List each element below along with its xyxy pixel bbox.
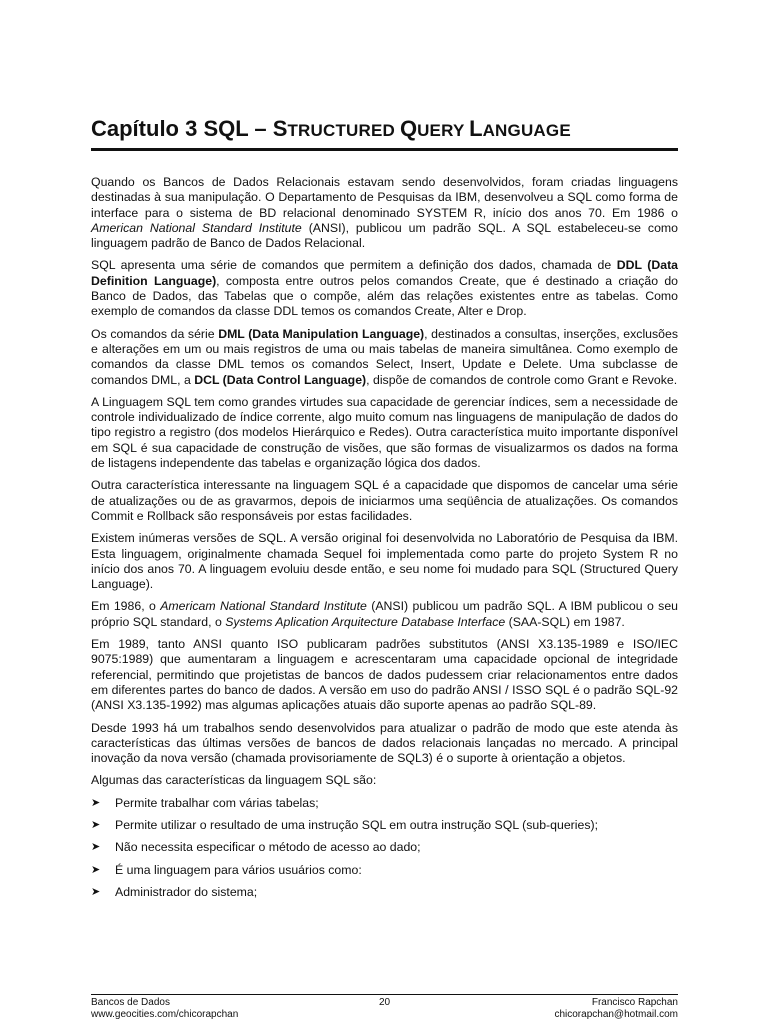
arrow-bullet-icon: ➤ [91, 818, 101, 831]
paragraph-5: Outra característica interessante na linguagem SQL é a capacidade que dispomos de cancelar uma série de atualizações ou de as gravarmos, depois de iniciarmos uma seqüência de atualizações. Os comandos Commit e Rollback são responsáveis por estas facilidades. [91, 478, 678, 523]
p7-text-b: (ANSI) publicou um padrão SQL. A IBM publicou o seu próprio SQL standard, o [91, 599, 679, 629]
paragraph-6: Existem inúmeras versões de SQL. A versão original foi desenvolvida no Laboratório de Pesquisa da IBM. Esta linguagem, originalmente chamada Sequel foi implementada como parte do projeto System R no início dos anos 70. A linguagem evoluiu desde então, e seu nome foi mudado para SQL (Structured Query Language). [91, 531, 678, 592]
p1-italic: American National Standard Institute [91, 220, 302, 235]
p2-text-a: SQL apresenta uma série de comandos que permitem a definição dos dados, chamada de [91, 258, 617, 273]
p2-bold-ddl: DDL (Data Definition Language) [91, 258, 679, 288]
p3-text-c: , dispõe de comandos de controle como Grant e Revoke. [366, 372, 678, 387]
p7-italic-1: Americam National Standard Institute [160, 599, 367, 614]
title-word-structured: TRUCTURED [287, 121, 400, 140]
paragraph-7 [91, 599, 678, 630]
title-letter-s: S [272, 116, 288, 141]
chapter-title [91, 114, 678, 151]
list-item [91, 840, 678, 855]
list-item-text: É uma linguagem para vários usuários como: [115, 862, 362, 877]
p3-text-b: , destinados a consultas, inserções, exclusões e alterações em um ou mais registros de uma ou mais tabelas de maneira simultânea. Como exemplo de comandos da classe DML temos os comandos Select, Insert, Update e Delete. Uma subclasse de comandos DML, a [91, 326, 678, 387]
p1-text-a: Quando os Bancos de Dados Relacionais estavam sendo desenvolvidos, foram criadas linguagens destinadas à sua manipulação. O Departamento de Pesquisas da IBM, desenvolveu a SQL como forma de interface para o sistema de BD relacional denominado SYSTEM R, início dos anos 70. Em 1986 o [91, 175, 678, 220]
list-item-text: Permite trabalhar com várias tabelas; [115, 795, 319, 810]
list-item [91, 885, 678, 900]
chapter-body [91, 175, 678, 907]
list-item-text: Administrador do sistema; [115, 884, 258, 899]
page-footer [91, 994, 678, 1020]
p3-bold-dml: DML (Data Manipulation Language) [218, 326, 425, 341]
footer-author: Francisco Rapchan [591, 997, 678, 1008]
paragraph-8: Em 1989, tanto ANSI quanto ISO publicaram padrões substitutos (ANSI X3.135-1989 e ISO/IEC 9075:1989) que aumentaram a linguagem e acrescentaram uma capacidade opcional de integridade referencial, permitindo que projetistas de bancos de dados pudessem criar relacionamentos entre dados em diferentes partes do banco de dados. A versão em uso do padrão ANSI / ISSO SQL é o padrão SQL-92 (ANSI X3.135-1992) mas algumas aplicações atuais dão suporte apenas ao padrão SQL-89. [91, 637, 678, 713]
list-item [91, 863, 678, 878]
chapter-number: Capítulo 3 [91, 116, 198, 141]
p7-text-c: (SAA-SQL) em 1987. [505, 614, 625, 629]
paragraph-2 [91, 258, 678, 319]
list-item [91, 796, 678, 811]
p7-text-a: Em 1986, o [91, 599, 161, 614]
p7-italic-2: Systems Aplication Arquitecture Database Interface [225, 614, 506, 629]
footer-email: chicorapchan@hotmail.com [554, 1009, 678, 1020]
paragraph-4: A Linguagem SQL tem como grandes virtudes sua capacidade de gerenciar índices, sem a necessidade de controle individualizado de índice corrente, algo muito comum nas linguagens de manipulação de dados do tipo registro a registro (dos modelos Hierárquico e Redes). Outra característica muito importante disponível em SQL é sua capacidade de construção de visões, que são formas de visualizarmos os dados na forma de listagens independente das tabelas e organização lógica dos dados. [91, 394, 678, 471]
title-letter-l: L [469, 116, 483, 141]
footer-course-name: Bancos de Dados [91, 997, 170, 1008]
feature-list [91, 796, 678, 900]
p3-bold-dcl: DCL (Data Control Language) [194, 372, 367, 387]
arrow-bullet-icon: ➤ [91, 885, 101, 898]
paragraph-3 [91, 327, 678, 388]
arrow-bullet-icon: ➤ [91, 841, 101, 854]
footer-website: www.geocities.com/chicorapchan [91, 1009, 239, 1020]
paragraph-10: Algumas das características da linguagem SQL são: [91, 773, 377, 788]
list-item [91, 818, 678, 833]
paragraph-1 [91, 175, 678, 251]
p3-text-a: Os comandos da série [91, 326, 219, 341]
title-letter-q: Q [399, 116, 418, 141]
p1-text-b: (ANSI), publicou um padrão SQL. A SQL estabeleceu-se como linguagem padrão de Banco de Dados Relacional. [91, 220, 678, 251]
title-word-query: UERY [417, 121, 470, 140]
list-item-text: Permite utilizar o resultado de uma instrução SQL em outra instrução SQL (sub-queries); [115, 817, 598, 832]
arrow-bullet-icon: ➤ [91, 796, 101, 809]
document-page [91, 0, 678, 1024]
footer-right [554, 997, 678, 1021]
paragraph-9: Desde 1993 há um trabalhos sendo desenvolvidos para atualizar o padrão de modo que este atenda às características das últimas versões de bancos de dados relacionais lançadas no mercado. A principal inovação da nova versão (chamada provisoriamente de SQL3) é o suporte à orientação a objetos. [91, 720, 678, 766]
list-item-text: Não necessita especificar o método de acesso ao dado; [115, 840, 421, 855]
p2-text-b: , composta entre outros pelos comandos Create, que é destinado a criação do Banco de Dados, das Tabelas que o compõe, além das relações existentes entre as tabelas. Como exemplo de comandos da classe DDL temos os comandos Create, Alter e Drop. [91, 273, 679, 319]
page-number: 20 [378, 997, 391, 1008]
arrow-bullet-icon: ➤ [91, 863, 101, 876]
chapter-title-sql: SQL – [203, 116, 273, 141]
title-word-language: ANGUAGE [482, 121, 571, 140]
